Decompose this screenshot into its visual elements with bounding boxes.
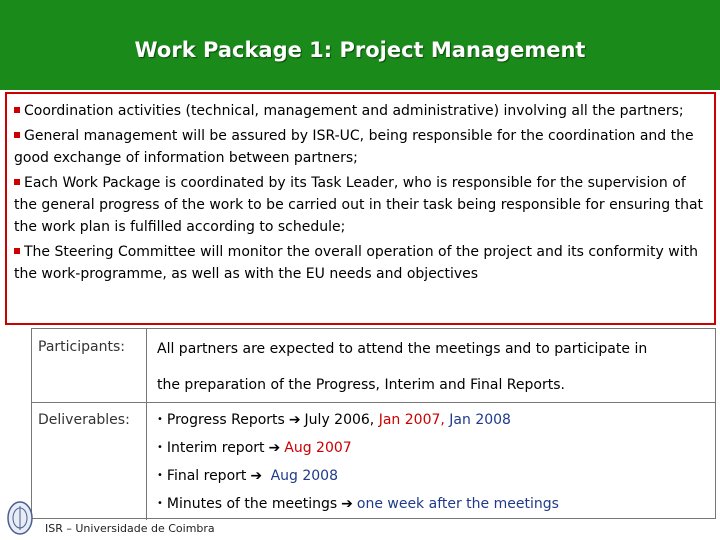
participants-cell xyxy=(147,329,715,411)
square-bullet-icon xyxy=(14,179,20,185)
bullet-list xyxy=(5,92,716,325)
page-title: Work Package 1: Project Management xyxy=(134,38,586,62)
arrow-right-icon: ➔ xyxy=(250,468,263,484)
arrow-right-icon: ➔ xyxy=(341,496,353,512)
deliverables-cell xyxy=(147,402,715,529)
deliverable-date: one week after the meetings xyxy=(356,496,559,512)
dot-bullet-icon: • xyxy=(157,470,163,481)
info-table xyxy=(31,328,716,519)
deliverable-date: Aug 2007 xyxy=(284,440,352,456)
arrow-right-icon: ➔ xyxy=(288,412,301,428)
square-bullet-icon xyxy=(14,132,20,138)
university-logo-icon xyxy=(6,498,34,536)
dot-bullet-icon: • xyxy=(157,498,163,509)
deliverables-label: Deliverables: xyxy=(32,402,147,520)
deliverables-row xyxy=(32,402,715,520)
deliverable-date: Jan 2008 xyxy=(449,412,511,428)
deliverable-item: • Minutes of the meetings ➔ one week after the meetings xyxy=(157,496,559,512)
square-bullet-icon xyxy=(14,107,20,113)
dot-bullet-icon: • xyxy=(157,414,163,425)
arrow-right-icon: ➔ xyxy=(268,440,281,456)
participants-label: Participants: xyxy=(32,329,147,402)
deliverable-date: July 2006, xyxy=(304,412,375,428)
deliverable-item: • Final report ➔ Aug 2008 xyxy=(157,468,338,484)
bullet-item: The Steering Committee will monitor the overall operation of the project and its conformity with the work-programme, as well as with the EU needs and objectives xyxy=(14,244,698,282)
dot-bullet-icon: • xyxy=(157,442,163,453)
participants-text-line2: the preparation of the Progress, Interim and Final Reports. xyxy=(157,377,565,393)
square-bullet-icon xyxy=(14,248,20,254)
bullet-item: Each Work Package is coordinated by its Task Leader, who is responsible for the supervision of the general progress of the work to be carried out in their task being responsible for ensuring that the work plan is fulfilled according to schedule; xyxy=(14,175,704,235)
participants-row xyxy=(32,329,715,403)
deliverable-item: • Interim report ➔ Aug 2007 xyxy=(157,440,352,456)
footer-text: ISR – Universidade de Coimbra xyxy=(45,522,215,535)
header-band xyxy=(0,0,720,90)
bullet-item: Coordination activities (technical, management and administrative) involving all the partners; xyxy=(14,100,708,122)
bullet-item: General management will be assured by ISR-UC, being responsible for the coordination and the good exchange of information between partners; xyxy=(14,128,694,166)
deliverable-date: Aug 2008 xyxy=(270,468,338,484)
participants-text-line1: All partners are expected to attend the meetings and to participate in xyxy=(157,341,648,357)
deliverable-item: • Progress Reports ➔ July 2006, Jan 2007, Jan 2008 xyxy=(157,412,511,428)
deliverable-date: Jan 2007, xyxy=(378,412,445,428)
